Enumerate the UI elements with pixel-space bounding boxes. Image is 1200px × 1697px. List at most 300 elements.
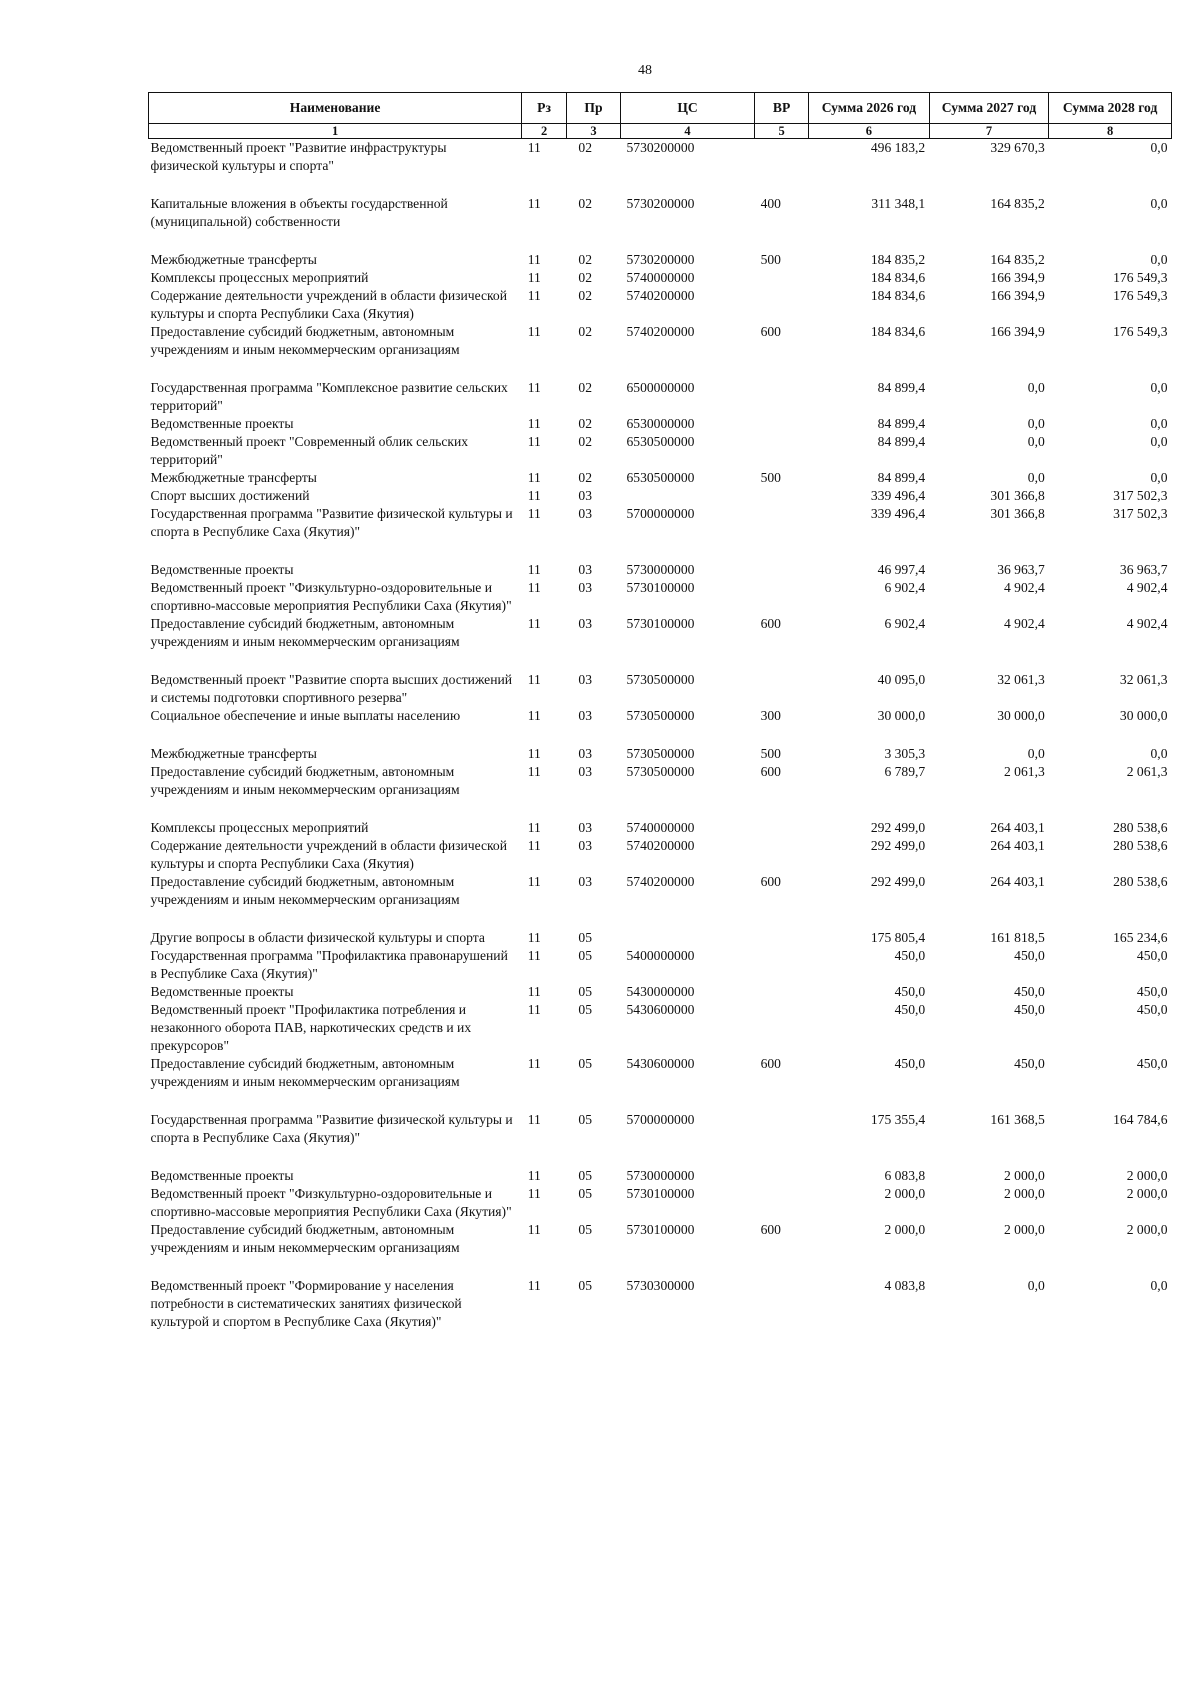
row-sum-2026: 6 902,4	[884, 580, 926, 595]
row-name: Ведомственные проекты	[150, 416, 294, 431]
header-sum-2026: Сумма 2026 год	[809, 93, 930, 124]
row-vr: 500	[760, 470, 781, 485]
row-name: Комплексы процессных мероприятий	[150, 820, 369, 835]
row-sum-2028: 0,0	[1150, 1278, 1168, 1293]
table-row	[149, 1221, 1172, 1277]
row-sum-2027: 166 394,9	[990, 324, 1045, 339]
row-name: Ведомственный проект "Физкультурно-оздоровительные и спортивно-массовые мероприятия Республики Саха (Якутия)"	[150, 580, 512, 613]
row-pr: 02	[578, 324, 593, 339]
row-name: Капитальные вложения в объекты государственной (муниципальной) собственности	[150, 196, 448, 229]
row-sum-2026: 311 348,1	[871, 196, 926, 211]
row-sum-2028: 0,0	[1150, 196, 1168, 211]
row-pr: 05	[578, 1222, 593, 1237]
row-name: Предоставление субсидий бюджетным, автономным учреждениям и иным некоммерческим организациям	[150, 324, 460, 357]
row-sum-2026: 84 899,4	[877, 380, 926, 395]
row-name: Социальное обеспечение и иные выплаты населению	[150, 708, 461, 723]
row-cs: 5740200000	[626, 874, 695, 889]
row-name: Ведомственный проект "Развитие спорта высших достижений и системы подготовки спортивного резерва"	[150, 672, 513, 705]
row-pr: 02	[578, 288, 593, 303]
col-number: 1	[149, 124, 522, 139]
row-rz: 11	[527, 1112, 541, 1127]
row-pr: 02	[578, 140, 593, 155]
row-name: Государственная программа "Развитие физической культуры и спорта в Республике Саха (Якутия)"	[150, 1112, 513, 1145]
row-sum-2027: 2 000,0	[1003, 1186, 1045, 1201]
row-sum-2027: 166 394,9	[990, 270, 1045, 285]
row-rz: 11	[527, 434, 541, 449]
row-sum-2027: 264 403,1	[990, 820, 1045, 835]
row-sum-2026: 175 355,4	[870, 1112, 926, 1127]
row-rz: 11	[527, 488, 541, 503]
row-name: Предоставление субсидий бюджетным, автономным учреждениям и иным некоммерческим организациям	[150, 616, 460, 649]
page-number: 48	[638, 63, 652, 78]
row-rz: 11	[527, 140, 541, 155]
row-sum-2028: 32 061,3	[1119, 672, 1168, 687]
table-row	[149, 251, 1172, 269]
row-sum-2027: 2 000,0	[1003, 1168, 1045, 1183]
row-rz: 11	[527, 874, 541, 889]
row-cs: 5740200000	[626, 288, 695, 303]
row-vr	[755, 415, 809, 433]
row-pr: 03	[578, 708, 593, 723]
row-name: Государственная программа "Профилактика правонарушений в Республике Саха (Якутия)"	[150, 948, 508, 981]
budget-table	[148, 92, 1172, 1331]
row-name: Ведомственный проект "Физкультурно-оздоровительные и спортивно-массовые мероприятия Республики Саха (Якутия)"	[150, 1186, 512, 1219]
row-sum-2027: 161 818,5	[990, 930, 1045, 945]
row-sum-2028: 164 784,6	[1113, 1112, 1168, 1127]
row-sum-2027: 301 366,8	[990, 506, 1045, 521]
row-sum-2028: 0,0	[1150, 746, 1168, 761]
row-name: Предоставление субсидий бюджетным, автономным учреждениям и иным некоммерческим организациям	[150, 874, 460, 907]
row-sum-2027: 264 403,1	[990, 838, 1045, 853]
table-row	[149, 671, 1172, 707]
table-row	[149, 1111, 1172, 1167]
row-cs: 5730100000	[626, 1186, 695, 1201]
row-sum-2028: 0,0	[1150, 434, 1168, 449]
row-sum-2028: 317 502,3	[1113, 506, 1168, 521]
row-name: Ведомственный проект "Профилактика потребления и незаконного оборота ПАВ, наркотических средств и их прекурсоров"	[150, 1002, 472, 1053]
table-row	[149, 1055, 1172, 1111]
row-sum-2026: 6 789,7	[884, 764, 926, 779]
row-cs: 5730200000	[626, 140, 695, 155]
row-cs: 5430600000	[626, 1002, 695, 1017]
row-rz: 11	[527, 270, 541, 285]
row-sum-2028: 450,0	[1136, 1056, 1168, 1071]
row-sum-2026: 46 997,4	[877, 562, 926, 577]
row-vr	[755, 837, 809, 873]
row-pr: 02	[578, 416, 593, 431]
row-name: Ведомственный проект "Современный облик сельских территорий"	[150, 434, 469, 467]
row-cs: 5730300000	[626, 1278, 695, 1293]
row-pr: 02	[578, 470, 593, 485]
row-sum-2028: 4 902,4	[1126, 580, 1168, 595]
row-rz: 11	[527, 1056, 541, 1071]
header-sum-2028: Сумма 2028 год	[1049, 93, 1172, 124]
table-row	[149, 1167, 1172, 1185]
row-sum-2027: 0,0	[1027, 470, 1045, 485]
row-sum-2027: 264 403,1	[990, 874, 1045, 889]
row-name: Ведомственные проекты	[150, 984, 294, 999]
row-rz: 11	[527, 470, 541, 485]
row-vr	[755, 1167, 809, 1185]
row-name: Предоставление субсидий бюджетным, автономным учреждениям и иным некоммерческим организациям	[150, 1222, 460, 1255]
row-sum-2026: 292 499,0	[870, 874, 926, 889]
row-vr: 600	[760, 1222, 781, 1237]
row-sum-2028: 36 963,7	[1119, 562, 1168, 577]
row-sum-2026: 184 834,6	[870, 288, 926, 303]
row-cs: 5430000000	[626, 984, 695, 999]
col-number: 6	[809, 124, 930, 139]
row-vr	[755, 1185, 809, 1221]
row-sum-2027: 0,0	[1027, 746, 1045, 761]
table-row	[149, 1277, 1172, 1331]
row-pr: 03	[578, 820, 593, 835]
header-pr: Пр	[566, 93, 620, 124]
row-sum-2027: 0,0	[1027, 434, 1045, 449]
row-vr: 600	[760, 616, 781, 631]
row-sum-2027: 329 670,3	[990, 140, 1045, 155]
row-sum-2028: 2 000,0	[1126, 1222, 1168, 1237]
row-sum-2028: 165 234,6	[1113, 930, 1168, 945]
row-sum-2027: 2 000,0	[1003, 1222, 1045, 1237]
row-vr	[755, 579, 809, 615]
row-sum-2026: 292 499,0	[870, 838, 926, 853]
row-vr	[755, 269, 809, 287]
row-sum-2027: 2 061,3	[1003, 764, 1045, 779]
table-row	[149, 929, 1172, 947]
row-sum-2028: 2 061,3	[1126, 764, 1168, 779]
row-sum-2027: 0,0	[1027, 416, 1045, 431]
row-pr: 03	[578, 874, 593, 889]
row-sum-2028: 4 902,4	[1126, 616, 1168, 631]
col-number: 2	[522, 124, 567, 139]
table-row	[149, 433, 1172, 469]
row-vr	[755, 983, 809, 1001]
row-pr: 02	[578, 270, 593, 285]
row-sum-2026: 6 902,4	[884, 616, 926, 631]
row-sum-2028: 0,0	[1150, 416, 1168, 431]
table-row	[149, 415, 1172, 433]
row-sum-2028: 317 502,3	[1113, 488, 1168, 503]
table-row	[149, 269, 1172, 287]
row-cs: 5700000000	[626, 506, 695, 521]
row-sum-2026: 184 834,6	[870, 270, 926, 285]
row-cs: 5400000000	[626, 948, 695, 963]
row-vr	[755, 561, 809, 579]
table-row	[149, 195, 1172, 251]
row-cs: 5730000000	[626, 562, 695, 577]
row-name: Содержание деятельности учреждений в области физической культуры и спорта Республики Саха (Якутия)	[150, 288, 507, 321]
col-number: 7	[929, 124, 1049, 139]
header-name: Наименование	[149, 93, 522, 124]
table-row	[149, 1185, 1172, 1221]
row-pr: 03	[578, 562, 593, 577]
row-rz: 11	[527, 820, 541, 835]
row-sum-2026: 3 305,3	[884, 746, 926, 761]
row-name: Государственная программа "Развитие физической культуры и спорта в Республике Саха (Якутия)"	[150, 506, 513, 539]
row-name: Содержание деятельности учреждений в области физической культуры и спорта Республики Саха (Якутия)	[150, 838, 507, 871]
row-sum-2026: 450,0	[894, 1002, 926, 1017]
row-sum-2027: 164 835,2	[990, 196, 1045, 211]
row-sum-2027: 0,0	[1027, 380, 1045, 395]
row-sum-2026: 84 899,4	[877, 416, 926, 431]
header-cs: ЦС	[620, 93, 754, 124]
row-sum-2026: 292 499,0	[870, 820, 926, 835]
table-row	[149, 1001, 1172, 1055]
row-cs: 6530000000	[626, 416, 695, 431]
row-pr: 03	[578, 506, 593, 521]
row-rz: 11	[527, 930, 541, 945]
row-sum-2028: 280 538,6	[1113, 874, 1168, 889]
row-pr: 05	[578, 1056, 593, 1071]
table-row	[149, 707, 1172, 745]
row-sum-2027: 301 366,8	[990, 488, 1045, 503]
row-sum-2026: 84 899,4	[877, 434, 926, 449]
row-sum-2026: 2 000,0	[884, 1222, 926, 1237]
row-vr	[755, 1001, 809, 1055]
row-sum-2028: 450,0	[1136, 1002, 1168, 1017]
row-name: Государственная программа "Комплексное развитие сельских территорий"	[150, 380, 508, 413]
row-sum-2026: 339 496,4	[870, 506, 926, 521]
row-vr: 500	[760, 746, 781, 761]
row-sum-2026: 450,0	[894, 1056, 926, 1071]
row-pr: 03	[578, 838, 593, 853]
row-sum-2027: 0,0	[1027, 1278, 1045, 1293]
row-vr	[755, 947, 809, 983]
row-rz: 11	[527, 838, 541, 853]
row-vr	[755, 433, 809, 469]
row-vr: 600	[760, 1056, 781, 1071]
row-sum-2026: 84 899,4	[877, 470, 926, 485]
row-pr: 03	[578, 746, 593, 761]
row-rz: 11	[527, 746, 541, 761]
row-rz: 11	[527, 580, 541, 595]
row-pr: 03	[578, 764, 593, 779]
row-sum-2027: 166 394,9	[990, 288, 1045, 303]
row-sum-2026: 339 496,4	[870, 488, 926, 503]
row-name: Межбюджетные трансферты	[150, 470, 317, 485]
row-pr: 03	[578, 580, 593, 595]
row-cs: 5730500000	[626, 708, 695, 723]
row-cs	[620, 487, 754, 505]
row-cs: 5740000000	[626, 820, 695, 835]
row-name: Ведомственный проект "Формирование у населения потребности в систематических занятиях физической культурой и спортом в Республике Саха (Якутия)"	[150, 1278, 462, 1329]
row-rz: 11	[527, 288, 541, 303]
table-row	[149, 487, 1172, 505]
row-sum-2028: 450,0	[1136, 984, 1168, 999]
row-vr: 400	[760, 196, 781, 211]
row-vr	[755, 487, 809, 505]
row-pr: 05	[578, 1168, 593, 1183]
row-cs: 5700000000	[626, 1112, 695, 1127]
row-name: Комплексы процессных мероприятий	[150, 270, 369, 285]
row-sum-2027: 4 902,4	[1003, 616, 1045, 631]
row-sum-2028: 280 538,6	[1113, 820, 1168, 835]
table-row	[149, 947, 1172, 983]
row-sum-2028: 0,0	[1150, 470, 1168, 485]
row-rz: 11	[527, 672, 541, 687]
row-vr	[755, 929, 809, 947]
row-cs: 5730500000	[626, 746, 695, 761]
row-sum-2028: 176 549,3	[1113, 288, 1168, 303]
row-sum-2027: 36 963,7	[997, 562, 1045, 577]
row-pr: 05	[578, 930, 593, 945]
table-row	[149, 505, 1172, 561]
row-vr	[755, 819, 809, 837]
row-sum-2028: 176 549,3	[1113, 324, 1168, 339]
table-row	[149, 379, 1172, 415]
row-vr: 600	[760, 764, 781, 779]
row-rz: 11	[527, 616, 541, 631]
row-pr: 02	[578, 434, 593, 449]
row-sum-2027: 32 061,3	[997, 672, 1045, 687]
table-row	[149, 139, 1172, 196]
row-sum-2028: 0,0	[1150, 140, 1168, 155]
row-rz: 11	[527, 324, 541, 339]
row-vr	[755, 671, 809, 707]
row-sum-2027: 450,0	[1014, 1056, 1045, 1071]
table-header	[149, 93, 1172, 139]
row-sum-2026: 2 000,0	[884, 1186, 926, 1201]
row-sum-2028: 176 549,3	[1113, 270, 1168, 285]
row-rz: 11	[527, 1168, 541, 1183]
row-cs	[620, 929, 754, 947]
row-sum-2026: 496 183,2	[870, 140, 926, 155]
col-number: 3	[566, 124, 620, 139]
table-row	[149, 287, 1172, 323]
row-sum-2026: 184 834,6	[870, 324, 926, 339]
row-cs: 5730100000	[626, 1222, 695, 1237]
row-pr: 05	[578, 1186, 593, 1201]
row-name: Межбюджетные трансферты	[150, 746, 317, 761]
table-row	[149, 561, 1172, 579]
row-vr: 600	[760, 874, 781, 889]
row-sum-2026: 40 095,0	[877, 672, 926, 687]
row-cs: 6500000000	[626, 380, 695, 395]
row-cs: 5740000000	[626, 270, 695, 285]
row-rz: 11	[527, 196, 541, 211]
row-name: Спорт высших достижений	[150, 488, 310, 503]
table-row	[149, 837, 1172, 873]
row-sum-2028: 30 000,0	[1119, 708, 1168, 723]
row-rz: 11	[527, 1186, 541, 1201]
row-pr: 05	[578, 1278, 593, 1293]
row-sum-2026: 184 835,2	[870, 252, 926, 267]
row-pr: 03	[578, 672, 593, 687]
table-row	[149, 615, 1172, 671]
row-rz: 11	[527, 1222, 541, 1237]
row-rz: 11	[527, 984, 541, 999]
row-vr: 300	[760, 708, 781, 723]
row-sum-2026: 175 805,4	[870, 930, 926, 945]
row-sum-2026: 4 083,8	[884, 1278, 926, 1293]
row-cs: 6530500000	[626, 470, 695, 485]
table-row	[149, 819, 1172, 837]
row-pr: 05	[578, 984, 593, 999]
row-pr: 05	[578, 948, 593, 963]
row-sum-2027: 450,0	[1014, 948, 1045, 963]
row-cs: 5740200000	[626, 324, 695, 339]
row-rz: 11	[527, 252, 541, 267]
row-name: Ведомственные проекты	[150, 562, 294, 577]
row-vr	[755, 1277, 809, 1331]
row-rz: 11	[527, 764, 541, 779]
row-sum-2028: 0,0	[1150, 252, 1168, 267]
row-cs: 5730500000	[626, 764, 695, 779]
table-row	[149, 323, 1172, 379]
row-rz: 11	[527, 562, 541, 577]
row-sum-2027: 164 835,2	[990, 252, 1045, 267]
col-number: 8	[1049, 124, 1172, 139]
table-row	[149, 745, 1172, 763]
row-rz: 11	[527, 948, 541, 963]
col-number: 4	[620, 124, 754, 139]
row-vr	[755, 139, 809, 196]
row-rz: 11	[527, 1002, 541, 1017]
row-pr: 03	[578, 488, 593, 503]
row-vr: 500	[760, 252, 781, 267]
row-cs: 5730100000	[626, 616, 695, 631]
row-name: Ведомственные проекты	[150, 1168, 294, 1183]
row-sum-2028: 0,0	[1150, 380, 1168, 395]
col-number: 5	[755, 124, 809, 139]
row-sum-2026: 6 083,8	[884, 1168, 926, 1183]
row-rz: 11	[527, 708, 541, 723]
row-sum-2028: 450,0	[1136, 948, 1168, 963]
row-cs: 5730200000	[626, 252, 695, 267]
row-vr	[755, 1111, 809, 1167]
table-row	[149, 983, 1172, 1001]
row-name: Ведомственный проект "Развитие инфраструктуры физической культуры и спорта"	[150, 140, 447, 173]
row-sum-2026: 450,0	[894, 948, 926, 963]
header-sum-2027: Сумма 2027 год	[929, 93, 1049, 124]
row-pr: 05	[578, 1002, 593, 1017]
table-row	[149, 469, 1172, 487]
row-vr	[755, 505, 809, 561]
row-cs: 5730000000	[626, 1168, 695, 1183]
row-name: Предоставление субсидий бюджетным, автономным учреждениям и иным некоммерческим организациям	[150, 764, 460, 797]
row-rz: 11	[527, 1278, 541, 1293]
row-name: Предоставление субсидий бюджетным, автономным учреждениям и иным некоммерческим организациям	[150, 1056, 460, 1089]
row-cs: 6530500000	[626, 434, 695, 449]
row-cs: 5730100000	[626, 580, 695, 595]
row-rz: 11	[527, 506, 541, 521]
table-row	[149, 763, 1172, 819]
row-cs: 5740200000	[626, 838, 695, 853]
row-vr	[755, 379, 809, 415]
row-sum-2027: 450,0	[1014, 984, 1045, 999]
row-pr: 03	[578, 616, 593, 631]
row-sum-2028: 2 000,0	[1126, 1186, 1168, 1201]
row-sum-2026: 450,0	[894, 984, 926, 999]
row-rz: 11	[527, 380, 541, 395]
row-cs: 5430600000	[626, 1056, 695, 1071]
row-name: Межбюджетные трансферты	[150, 252, 317, 267]
row-name: Другие вопросы в области физической культуры и спорта	[150, 930, 485, 945]
row-sum-2027: 450,0	[1014, 1002, 1045, 1017]
table-row	[149, 579, 1172, 615]
row-sum-2027: 161 368,5	[990, 1112, 1045, 1127]
table-row	[149, 873, 1172, 929]
row-pr: 02	[578, 196, 593, 211]
row-sum-2027: 4 902,4	[1003, 580, 1045, 595]
row-cs: 5730200000	[626, 196, 695, 211]
table-body	[149, 139, 1172, 1332]
row-sum-2027: 30 000,0	[997, 708, 1045, 723]
row-cs: 5730500000	[626, 672, 695, 687]
row-vr: 600	[760, 324, 781, 339]
row-sum-2028: 2 000,0	[1126, 1168, 1168, 1183]
row-vr	[755, 287, 809, 323]
